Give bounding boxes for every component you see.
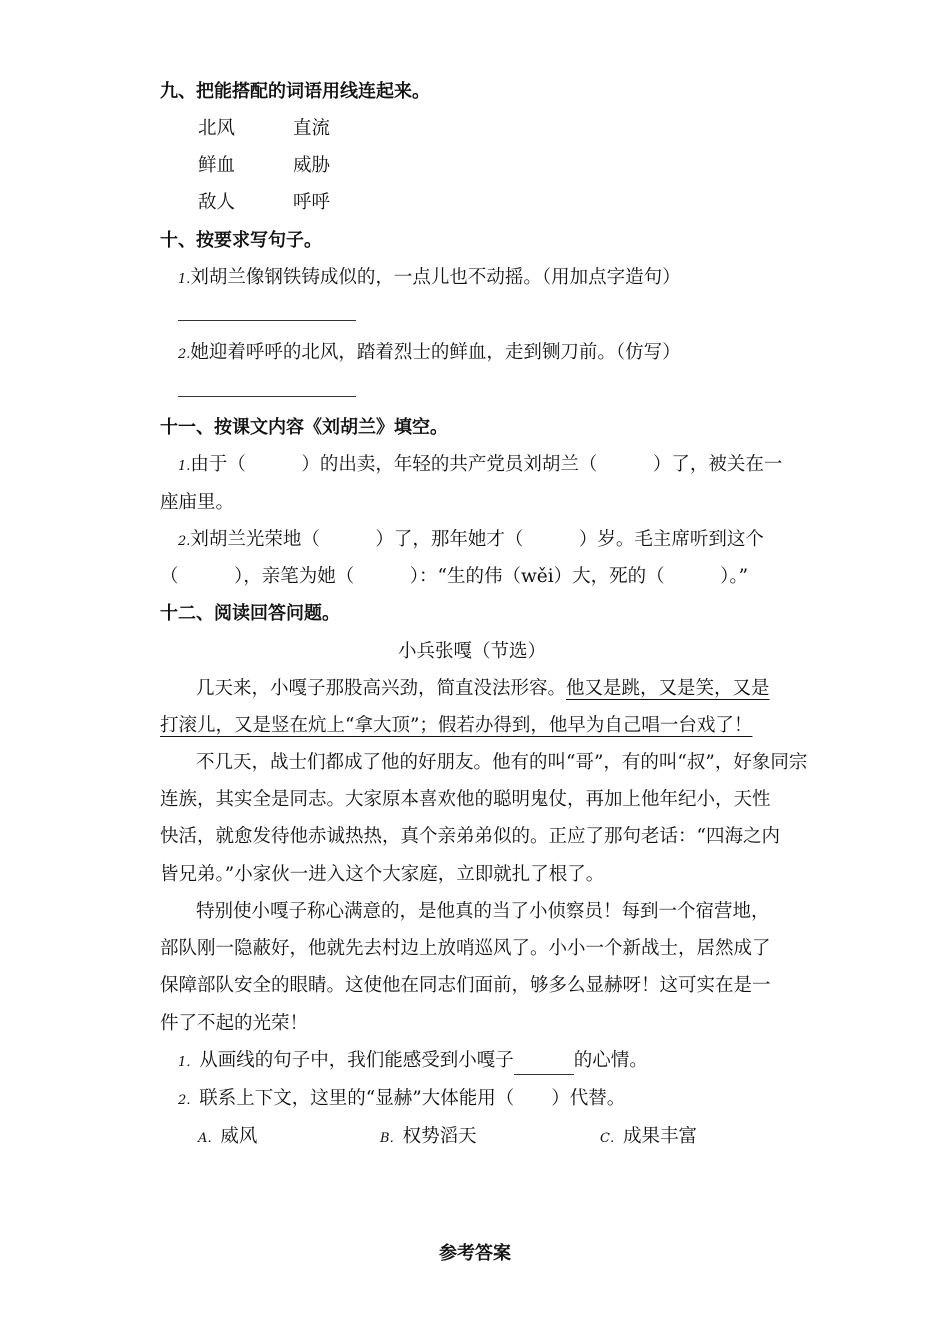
- q10-item-2-text: 她迎着呼呼的北风，踏着烈士的鲜血，走到铡刀前。（仿写）: [190, 342, 681, 363]
- option-b-text: 权势滔天: [402, 1126, 477, 1147]
- q11-item-2-text: 刘胡兰光荣地（ ）了，那年她才（ ）岁。毛主席听到这个: [190, 529, 764, 550]
- answer-key-title: 参考答案: [439, 1243, 511, 1264]
- q11-item-1-text: 由于（ ）的出卖，年轻的共产党员刘胡兰（ ）了，被关在一: [190, 454, 783, 475]
- passage-p3-line-1: 特别使小嘎子称心满意的，是他真的当了小侦察员！每到一个宿营地，: [196, 901, 770, 922]
- q11-item-2-number: 2.: [178, 534, 191, 549]
- q12-question-1-text-a: 从画线的句子中，我们能感受到小嘎子: [199, 1050, 514, 1071]
- q9-right-word-3: 呼呼: [293, 192, 331, 213]
- passage-p1-line-1: [196, 677, 770, 701]
- passage-p1-underlined-a: 他又是跳，又是笑，又是: [566, 678, 770, 699]
- q10-item-1-number: 1.: [178, 272, 191, 287]
- passage-p3-line-2: 部队刚一隐蔽好，他就先去村边上放哨巡风了。小小一个新战士，居然成了: [160, 938, 771, 959]
- option-c[interactable]: [600, 1125, 697, 1151]
- q9-heading: 九、把能搭配的词语用线连起来。: [160, 81, 430, 102]
- passage-p3-line-4: 件了不起的光荣！: [160, 1013, 309, 1034]
- passage-title: 小兵张嘎（节选）: [398, 641, 547, 662]
- q9-left-word-1: 北风: [198, 118, 236, 139]
- q12-question-1-number: 1．: [178, 1055, 200, 1070]
- option-a[interactable]: [198, 1125, 257, 1151]
- q11-heading: 十一、按课文内容《刘胡兰》填空。: [160, 417, 448, 438]
- q12-question-2: [178, 1087, 625, 1113]
- passage-p2-line-1: 不几天，战士们都成了他的好朋友。他有的叫“哥”，有的叫“叔”，好象同宗: [196, 752, 808, 773]
- q12-question-2-number: 2．: [178, 1093, 200, 1108]
- q11-item-1-line-1: [178, 453, 782, 479]
- q9-right-word-2: 威胁: [293, 155, 331, 176]
- q10-answer-line-2[interactable]: [178, 396, 356, 397]
- q12-question-1-text-b: 的心情。: [573, 1050, 648, 1071]
- q10-answer-line-1[interactable]: [178, 320, 356, 321]
- q10-item-1: [178, 266, 681, 292]
- q12-heading: 十二、阅读回答问题。: [160, 603, 340, 624]
- q10-item-1-text: 刘胡兰像钢铁铸成似的，一点儿也不动摇。（用加点字造句）: [190, 267, 681, 288]
- q11-item-1-line-2: 座庙里。: [160, 492, 235, 513]
- option-b-key: B．: [380, 1131, 403, 1146]
- passage-p3-line-3: 保障部队安全的眼睛。这使他在同志们面前，够多么显赫呀！这可实在是一: [160, 975, 771, 996]
- q10-item-2-number: 2.: [178, 347, 191, 362]
- q12-question-1-blank[interactable]: [514, 1056, 574, 1075]
- option-b[interactable]: [380, 1125, 477, 1151]
- q12-question-1: [178, 1049, 648, 1075]
- q10-heading: 十、按要求写句子。: [160, 230, 322, 251]
- option-c-key: C．: [600, 1131, 623, 1146]
- passage-p2-line-4: 皆兄弟。”小家伙一进入这个大家庭，立即就扎了根了。: [160, 864, 605, 885]
- q9-left-word-3: 敌人: [198, 192, 236, 213]
- option-a-text: 威风: [220, 1126, 258, 1147]
- q12-question-2-text: 联系上下文，这里的“显赫”大体能用（ ）代替。: [199, 1088, 626, 1109]
- q10-item-2: [178, 341, 681, 367]
- q9-left-word-2: 鲜血: [198, 155, 236, 176]
- passage-p1-plain: 几天来，小嘎子那股高兴劲，简直没法形容。: [196, 678, 567, 699]
- passage-p1-underlined-b: 打滚儿，又是竖在炕上“拿大顶”；假若办得到，他早为自己唱一台戏了！: [160, 715, 753, 736]
- q11-item-2-line-2: （ ），亲笔为她（ ）：“生的伟（wěi）大，死的（ ）。”: [160, 566, 749, 587]
- q9-right-word-1: 直流: [293, 118, 331, 139]
- q11-item-1-number: 1.: [178, 459, 191, 474]
- option-a-key: A．: [198, 1131, 221, 1146]
- q11-item-2-line-1: [178, 528, 764, 554]
- passage-p2-line-3: 快活，就愈发待他赤诚热热，真个亲弟弟似的。正应了那句老话：“四海之内: [160, 826, 780, 847]
- passage-p2-line-2: 连族，其实全是同志。大家原本喜欢他的聪明鬼仗，再加上他年纪小，天性: [160, 789, 771, 810]
- option-c-text: 成果丰富: [622, 1126, 697, 1147]
